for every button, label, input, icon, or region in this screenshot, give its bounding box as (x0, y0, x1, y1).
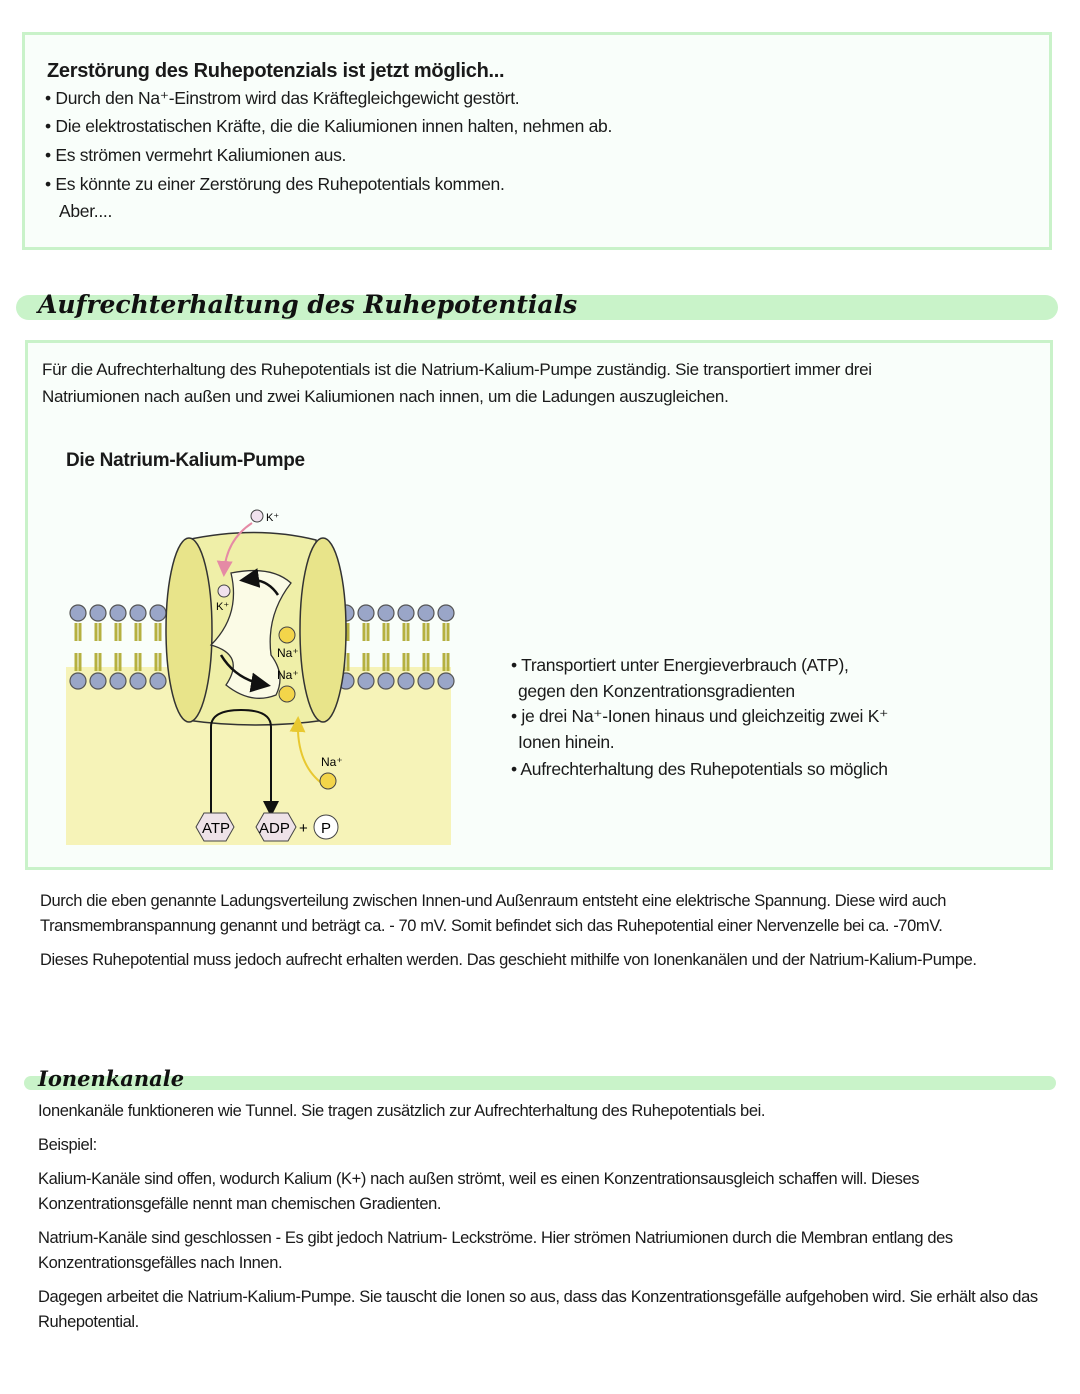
k-in-label: K⁺ (216, 601, 230, 613)
paragraph: Dieses Ruhepotential muss jedoch aufrecht erhalten werden. Das geschieht mithilfe von Ionenkanälen und der Natrium-Kalium-Pumpe. (40, 951, 977, 969)
phosphate-label: P (321, 820, 332, 837)
na-label: Na⁺ (321, 755, 343, 769)
aber-text: Aber.... (59, 201, 113, 221)
bullet: • Es könnte zu einer Zerstörung des Ruhepotentials kommen. (45, 174, 505, 194)
sodium-ion (279, 627, 295, 643)
paragraph: Ionenkanäle funktioneren wie Tunnel. Sie tragen zusätzlich zur Aufrechterhaltung des Ruhepotentials bei. (38, 1102, 766, 1120)
adp-label: ADP (259, 820, 290, 837)
na-label: Na⁺ (277, 646, 299, 660)
pump-left-subunit (166, 538, 212, 722)
pump-bullet: Ionen hinein. (518, 732, 615, 752)
pump-bullet: • je drei Na⁺-Ionen hinaus und gleichzeitig zwei K⁺ (511, 706, 889, 726)
plus-label: + (299, 820, 308, 837)
potassium-ion (218, 585, 230, 597)
pump-bullet: • Aufrechterhaltung des Ruhepotentials so möglich (511, 759, 888, 779)
na-label: Na⁺ (277, 668, 299, 682)
paragraph: Beispiel: (38, 1136, 97, 1154)
figure-title: Die Natrium-Kalium-Pumpe (66, 450, 305, 471)
k-out-label: K⁺ (266, 512, 280, 524)
sodium-ion (279, 686, 295, 702)
intro-line: Natriumionen nach außen und zwei Kaliumionen nach innen, um die Ladungen auszugleichen. (42, 387, 729, 406)
paragraph: Durch die eben genannte Ladungsverteilung zwischen Innen-und Außenraum entsteht eine elektrische Spannung. Diese wird auch Transmembranspannung genannt und beträgt ca. - 70 mV. Somit befindet sich das Ruhepotential einer Nervenzelle bei ca. -70mV. (40, 892, 947, 935)
paragraph: Natrium-Kanäle sind geschlossen - Es gibt jedoch Natrium- Leckströme. Hier strömen Natriumionen durch die Membran entlang des Konzentrationsgefälles nach Innen. (38, 1229, 953, 1272)
pump-box (25, 340, 1053, 870)
paragraph: Kalium-Kanäle sind offen, wodurch Kalium (K+) nach außen strömt, weil es einen Konzentrationsausgleich schaffen will. Dieses Konzentrationsgefälle nennt man chemischen Gradienten. (38, 1170, 920, 1213)
membrane-left (70, 605, 166, 689)
sodium-potassium-pump-figure (66, 495, 456, 850)
atp-label: ATP (202, 820, 231, 837)
section-heading: Aufrechterhaltung des Ruhepotentials (38, 290, 578, 319)
sodium-ion (320, 773, 336, 789)
voltage-paragraphs (40, 889, 1040, 982)
box-title: Zerstörung des Ruhepotenzials ist jetzt möglich... (47, 60, 505, 82)
paragraph: Dagegen arbeitet die Natrium-Kalium-Pumpe. Sie tauscht die Ionen so aus, dass das Konzentrationsgefälle aufgehoben wird. Sie erhält also das Ruhepotential. (38, 1288, 1038, 1331)
bullet: • Durch den Na⁺-Einstrom wird das Kräftegleichgewicht gestört. (45, 88, 520, 108)
bullet: • Die elektrostatischen Kräfte, die die Kaliumionen innen halten, nehmen ab. (45, 116, 613, 136)
destruction-box (22, 32, 1052, 250)
pump-right-subunit (300, 538, 346, 722)
pump-bullet: gegen den Konzentrationsgradienten (518, 681, 795, 701)
ion-channel-paragraphs (38, 1099, 1038, 1344)
potassium-ion (251, 510, 263, 522)
bullet: • Es strömen vermehrt Kaliumionen aus. (45, 145, 347, 165)
section-heading: Ionenkanale (38, 1066, 185, 1091)
pump-bullet: • Transportiert unter Energieverbrauch (ATP), (511, 655, 849, 675)
intro-line: Für die Aufrechterhaltung des Ruhepotentials ist die Natrium-Kalium-Pumpe zuständig. Sie transportiert immer drei (42, 360, 872, 379)
